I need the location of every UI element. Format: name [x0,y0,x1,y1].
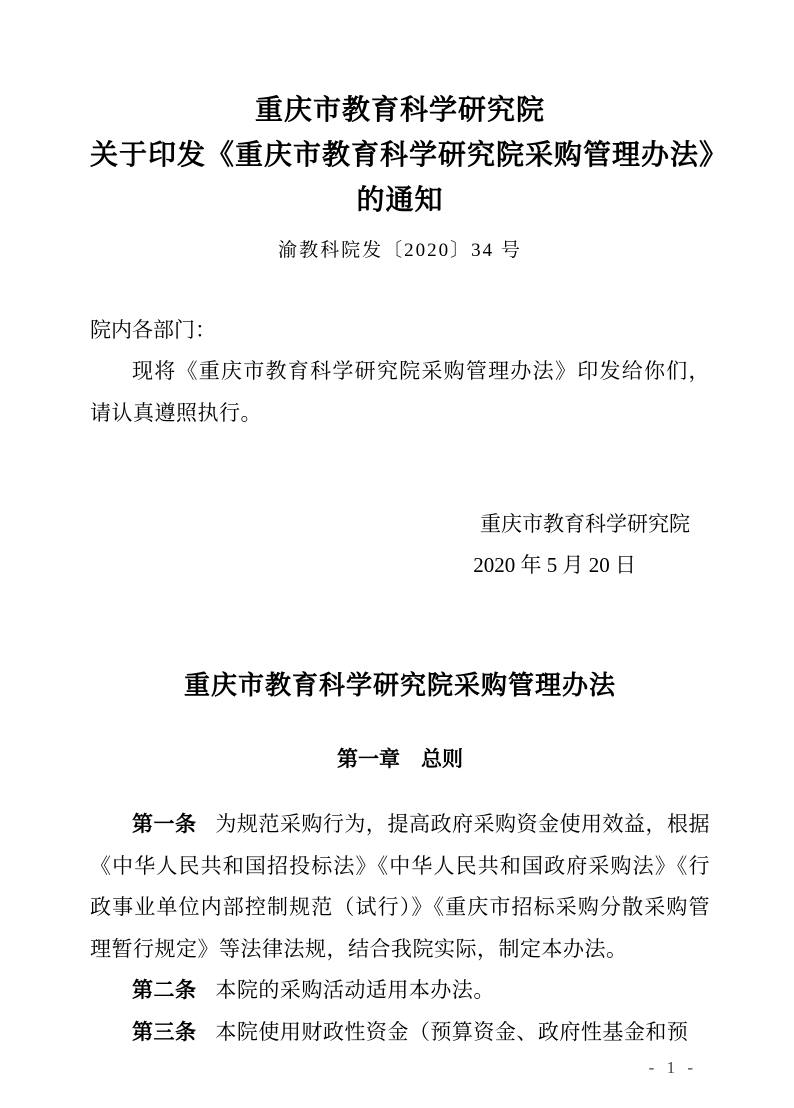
signature-name: 重庆市教育科学研究院 [480,512,690,536]
article-2-label: 第二条 [132,979,197,1002]
article-1-label: 第一条 [132,813,197,836]
page-number: - 1 - [648,1058,697,1077]
notice-title [90,88,729,223]
notice-title-line1: 重庆市教育科学研究院 [254,95,545,126]
signature-block [90,504,710,586]
article-1 [90,804,710,970]
chapter-1-heading: 第一章 总则 [337,748,463,771]
signature-date: 2020 年 5 月 20 日 [473,553,636,577]
salutation: 院内各部门： [90,318,216,342]
notice-title-line2: 关于印发《重庆市教育科学研究院采购管理办法》 [90,140,729,171]
article-2 [90,970,710,1012]
article-2-text: 本院的采购活动适用本办法。 [215,978,495,1002]
measures-title: 重庆市教育科学研究院采购管理办法 [183,671,616,700]
article-3 [90,1012,710,1054]
article-3-text: 本院使用财政性资金（预算资金、政府性基金和预 [215,1019,689,1044]
notice-body-paragraph: 现将《重庆市教育科学研究院采购管理办法》印发给你们，请认真遵照执行。 [90,359,710,425]
doc-number: 渝教科院发〔2020〕34 号 [278,240,522,261]
notice-title-line3: 的通知 [356,185,444,216]
article-1-text: 为规范采购行为，提高政府采购资金使用效益，根据《中华人民共和国招投标法》《中华人民共和国政府采购法》《行政事业单位内部控制规范（试行）》《重庆市招标采购分散采购管理暂行规定》等法律法规，结合我院实际，制定本办法。 [90,812,711,961]
article-3-label: 第三条 [132,1020,197,1044]
